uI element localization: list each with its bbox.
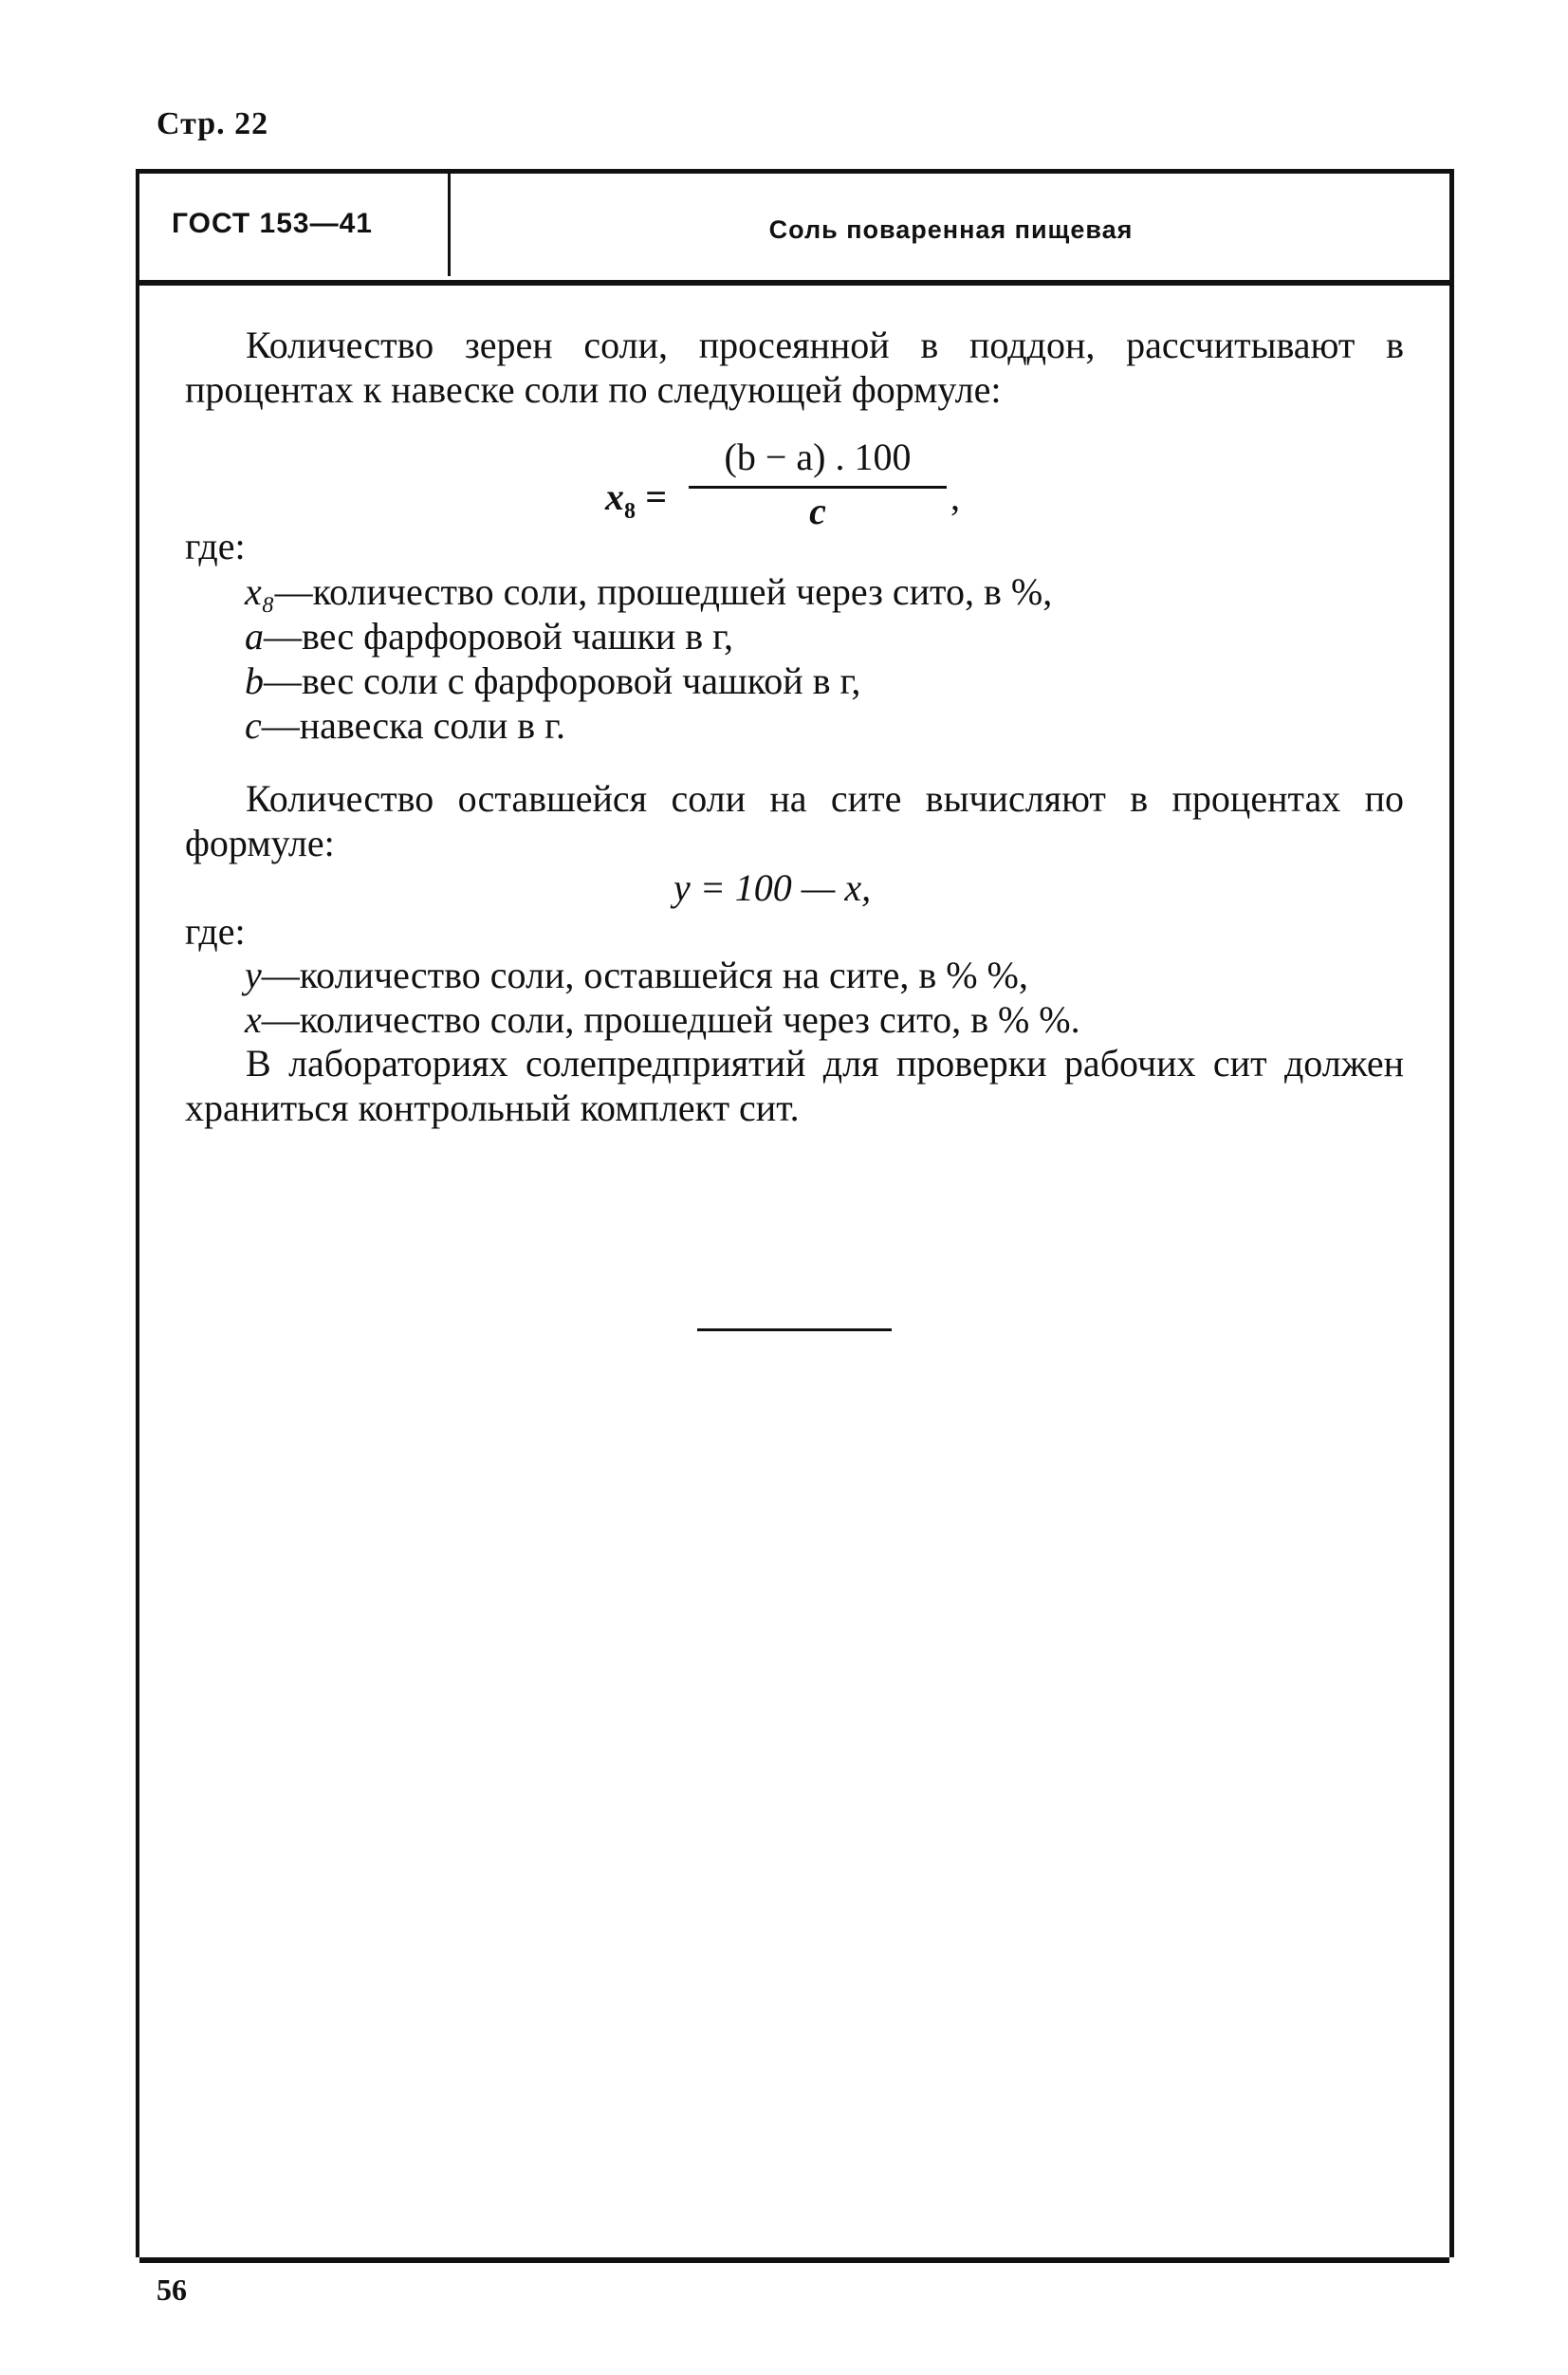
header-row <box>139 174 1449 286</box>
definitions-2 <box>245 953 1080 1042</box>
where-label-2: где: <box>185 910 246 953</box>
section2-text <box>185 776 1404 865</box>
formula-y: y = 100 — x, <box>673 866 872 909</box>
section2-intro: Количество оставшейся соли на сите вычисляют в процентах по формуле: <box>185 777 1404 864</box>
where-label-1: где: <box>185 525 246 567</box>
standard-code: ГОСТ 153—41 <box>172 208 373 239</box>
definition-item: x₈—количество соли, прошедшей через сито, в %, <box>245 570 1053 613</box>
end-rule <box>697 1328 892 1331</box>
document-title: Соль поваренная пищевая <box>768 215 1134 244</box>
formula-numerator: (b − a) . 100 <box>689 435 947 489</box>
definition-item: b—вес соли с фарфоровой чашкой в г, <box>245 659 861 702</box>
formula-fraction <box>689 435 947 534</box>
formula-denominator: c <box>809 490 826 532</box>
section1-text <box>185 323 1404 412</box>
formula-lhs: $x_8$ = <box>605 475 667 524</box>
header-divider <box>448 174 451 276</box>
definition-item: y—количество соли, оставшейся на сите, в % %, <box>245 954 1028 996</box>
page-label: Стр. 22 <box>157 106 269 141</box>
formula-trailing: , <box>950 475 960 518</box>
definition-item: c—навеска соли в г. <box>245 704 566 747</box>
section1-intro: Количество зерен соли, просеянной в поддон, рассчитывают в процентах к навеске соли по следующей формуле: <box>185 324 1404 411</box>
bottom-rule <box>139 2257 1449 2263</box>
definition-item: x—количество соли, прошедшей через сито, в % %. <box>245 998 1080 1041</box>
definitions-1 <box>245 569 1052 748</box>
section2-closing: В лабораториях солепредприятий для проверки рабочих сит должен храниться контрольный комплект сит. <box>185 1042 1404 1129</box>
definition-item: a—вес фарфоровой чашки в г, <box>245 615 734 658</box>
page-number: 56 <box>157 2273 187 2307</box>
section2-closing-block <box>185 1041 1404 1130</box>
